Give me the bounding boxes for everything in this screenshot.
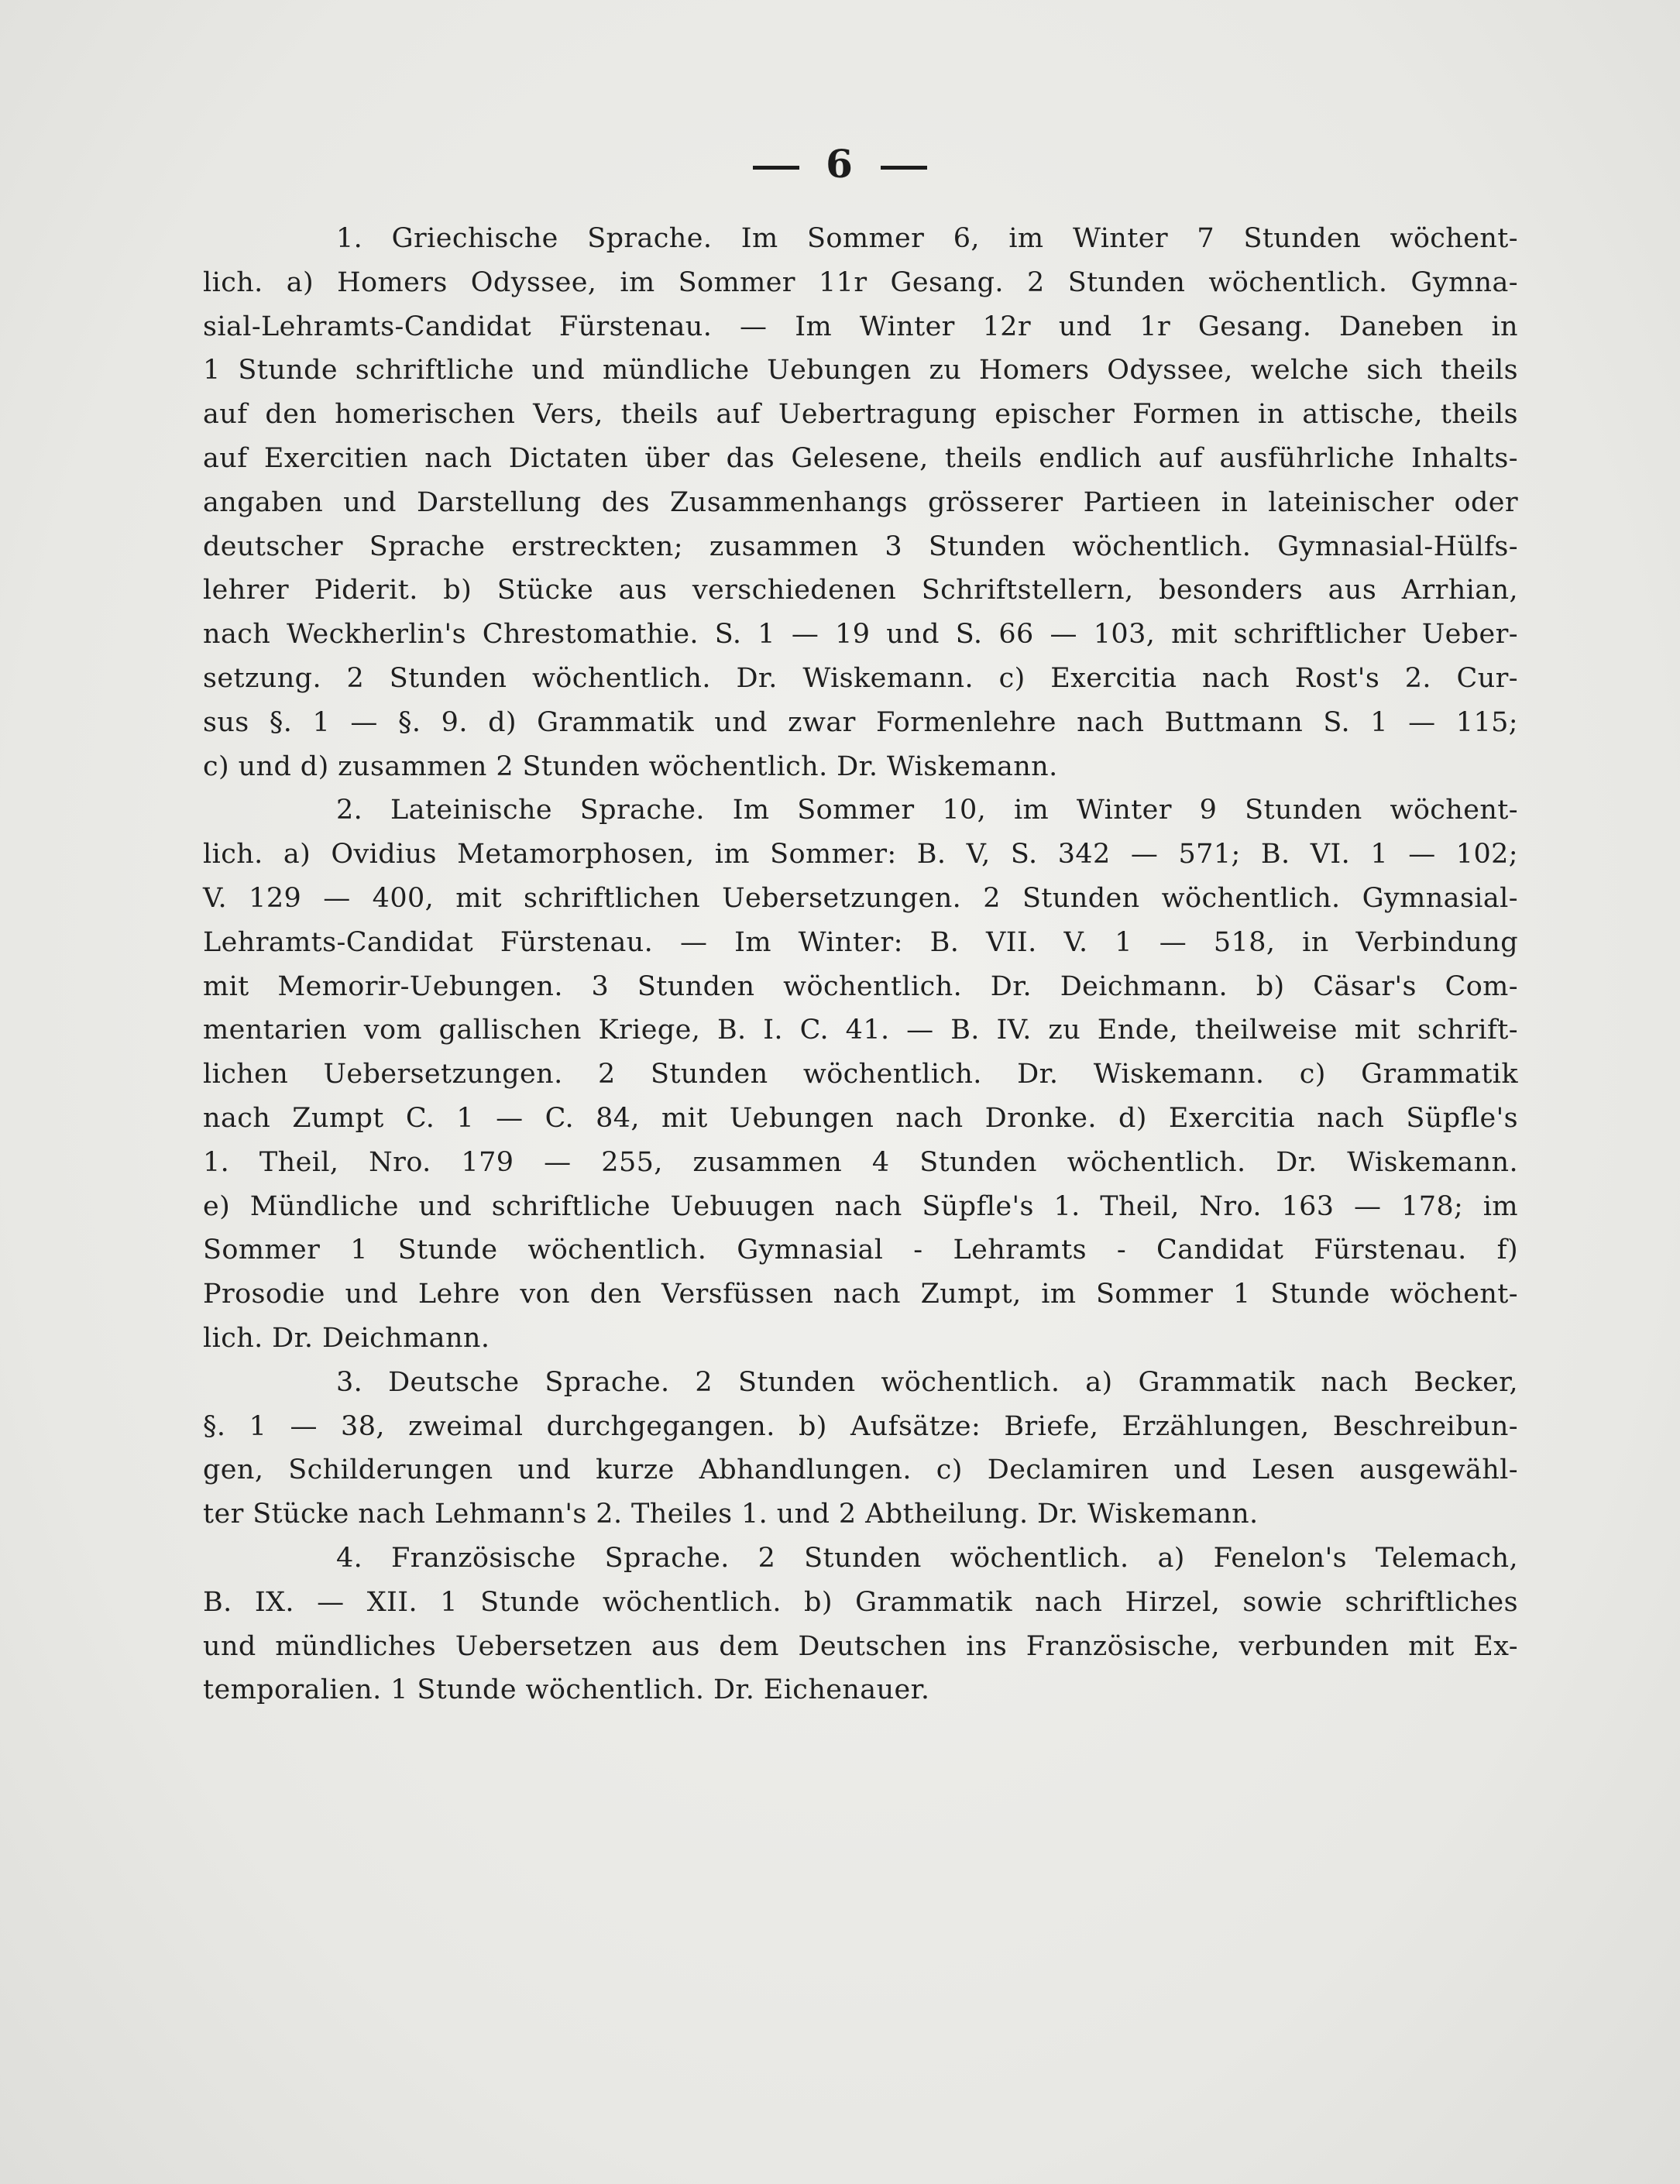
text-line: Sommer 1 Stunde wöchentlich. Gymnasial - Lehramts - Candidat Fürstenau. f) [203,1235,1518,1266]
text-line: deutscher Sprache erstreckten; zusammen 3 Stunden wöchentlich. Gymnasial-Hülfs- [203,531,1518,562]
text-line: Prosodie und Lehre von den Versfüssen nach Zumpt, im Sommer 1 Stunde wöchent- [203,1279,1518,1310]
text-line: lehrer Piderit. b) Stücke aus verschiedenen Schriftstellern, besonders aus Arrhian, [203,575,1518,606]
text-line: auf den homerischen Vers, theils auf Uebertragung epischer Formen in attische, theils [203,399,1518,431]
text-line: nach Weckherlin's Chrestomathie. S. 1 — 19 und S. 66 — 103, mit schriftlicher Ueber- [203,619,1518,651]
text-line: lichen Uebersetzungen. 2 Stunden wöchentlich. Dr. Wiskemann. c) Grammatik [203,1059,1518,1090]
text-line: sus §. 1 — §. 9. d) Grammatik und zwar Formenlehre nach Buttmann S. 1 — 115; [203,706,1518,738]
text-line: c) und d) zusammen 2 Stunden wöchentlich. Dr. Wiskemann. [203,750,1058,782]
text-line: 4. Französische Sprache. 2 Stunden wöchentlich. a) Fenelon's Telemach, [336,1542,1518,1574]
text-line: lich. Dr. Deichmann. [203,1322,490,1354]
right-dash [881,166,927,170]
text-line: 3. Deutsche Sprache. 2 Stunden wöchentlich. a) Grammatik nach Becker, [336,1366,1518,1398]
text-line: mentarien vom gallischen Kriege, B. I. C. 41. — B. IV. zu Ende, theilweise mit schrift- [203,1015,1518,1046]
text-line: Lehramts-Candidat Fürstenau. — Im Winter: B. VII. V. 1 — 518, in Verbindung [203,926,1518,958]
text-line: lich. a) Ovidius Metamorphosen, im Sommer: B. V, S. 342 — 571; B. VI. 1 — 102; [203,839,1518,871]
body-text [203,217,1518,1712]
left-dash [753,166,799,170]
text-line: mit Memorir-Uebungen. 3 Stunden wöchentlich. Dr. Deichmann. b) Cäsar's Com- [203,970,1518,1002]
text-line: §. 1 — 38, zweimal durchgegangen. b) Aufsätze: Briefe, Erzählungen, Beschreibun- [203,1410,1518,1442]
text-line: e) Mündliche und schriftliche Uebuugen nach Süpfle's 1. Theil, Nro. 163 — 178; im [203,1190,1518,1222]
text-line: B. IX. — XII. 1 Stunde wöchentlich. b) Grammatik nach Hirzel, sowie schriftliches [203,1586,1518,1618]
text-line: auf Exercitien nach Dictaten über das Gelesene, theils endlich auf ausführliche Inhalts- [203,442,1518,474]
text-line: V. 129 — 400, mit schriftlichen Uebersetzungen. 2 Stunden wöchentlich. Gymnasial- [203,882,1518,914]
text-line: 1. Griechische Sprache. Im Sommer 6, im Winter 7 Stunden wöchent- [336,223,1518,254]
text-line: 1 Stunde schriftliche und mündliche Uebungen zu Homers Odyssee, welche sich theils [203,355,1518,386]
text-line: gen, Schilderungen und kurze Abhandlungen. c) Declamiren und Lesen ausgewähl- [203,1454,1518,1486]
text-line: nach Zumpt C. 1 — C. 84, mit Uebungen nach Dronke. d) Exercitia nach Süpfle's [203,1102,1518,1134]
text-line: temporalien. 1 Stunde wöchentlich. Dr. Eichenauer. [203,1674,930,1706]
text-line: 1. Theil, Nro. 179 — 255, zusammen 4 Stunden wöchentlich. Dr. Wiskemann. [203,1146,1518,1178]
page-number-header [0,141,1680,187]
text-line: ter Stücke nach Lehmann's 2. Theiles 1. und 2 Abtheilung. Dr. Wiskemann. [203,1499,1259,1530]
text-line: sial-Lehramts-Candidat Fürstenau. — Im Winter 12r und 1r Gesang. Daneben in [203,311,1518,342]
text-line: lich. a) Homers Odyssee, im Sommer 11r Gesang. 2 Stunden wöchentlich. Gymna- [203,266,1518,298]
text-line: 2. Lateinische Sprache. Im Sommer 10, im Winter 9 Stunden wöchent- [336,795,1518,826]
text-line: und mündliches Uebersetzen aus dem Deutschen ins Französische, verbunden mit Ex- [203,1630,1518,1662]
text-line: angaben und Darstellung des Zusammenhangs grösserer Partieen in lateinischer oder [203,486,1518,518]
page-number: 6 [826,141,854,187]
text-line: setzung. 2 Stunden wöchentlich. Dr. Wiskemann. c) Exercitia nach Rost's 2. Cur- [203,662,1518,694]
